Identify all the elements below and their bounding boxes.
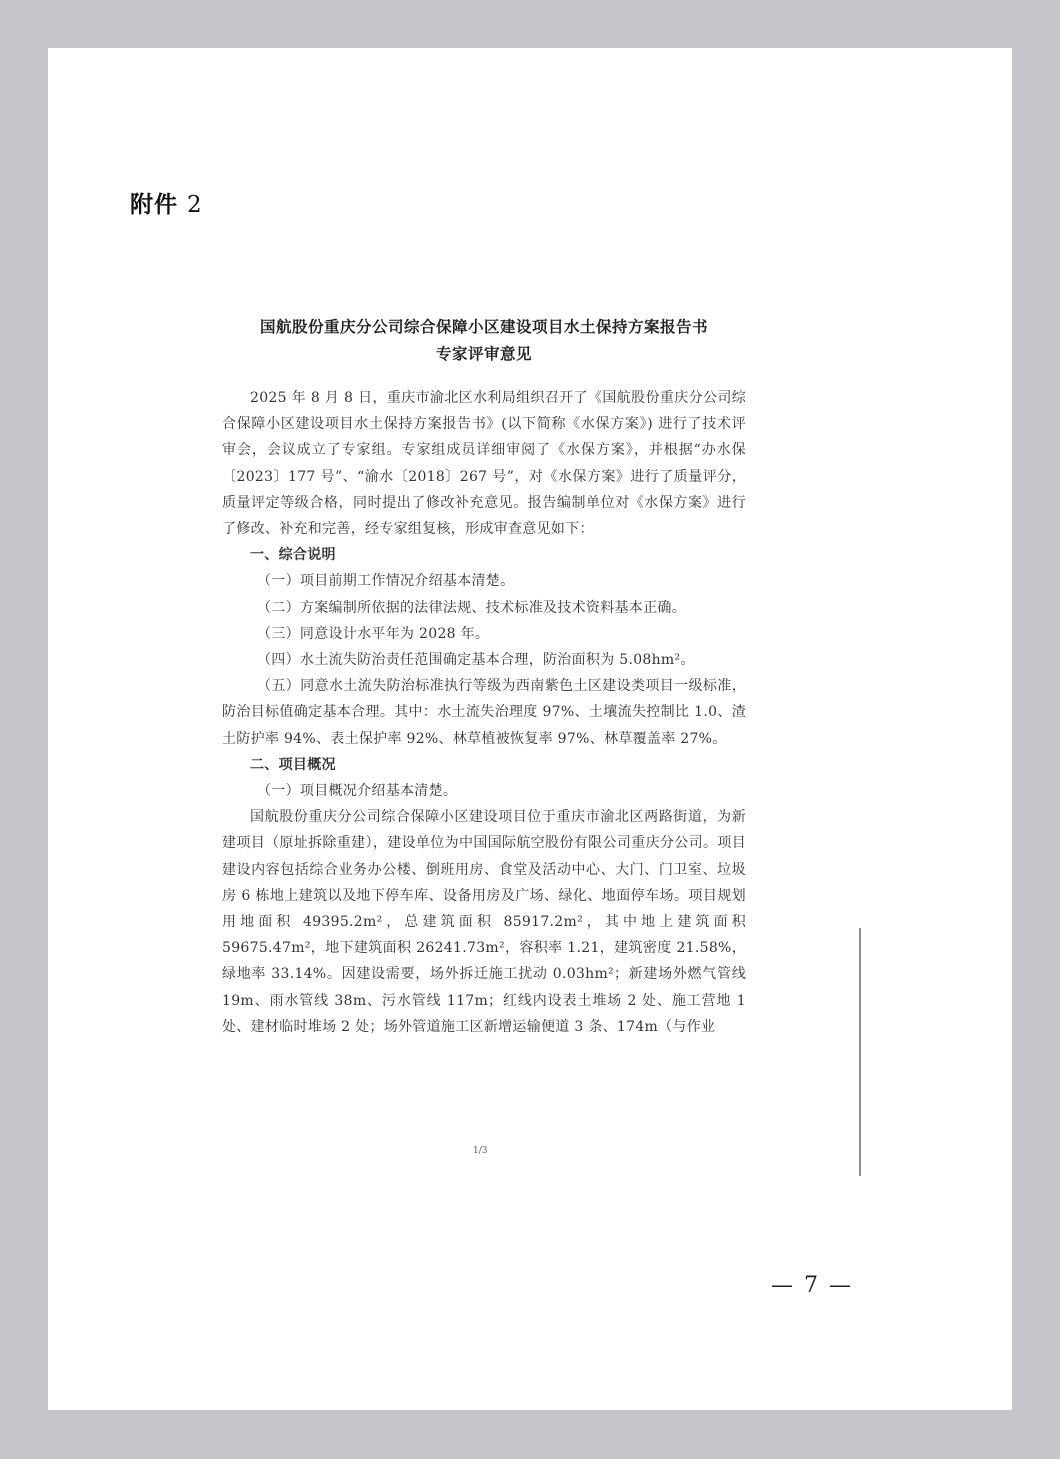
item-paragraph: （一）项目前期工作情况介绍基本清楚。 <box>257 573 515 590</box>
annex-number: 2 <box>187 192 203 218</box>
title-line-2: 专家评审意见 <box>435 345 532 363</box>
inner-page-number: 1/3 <box>473 1146 488 1156</box>
document-title <box>222 314 746 368</box>
title-line-1: 国航股份重庆分公司综合保障小区建设项目水土保持方案报告书 <box>259 318 708 336</box>
item-paragraph: （五）同意水土流失防治标准执行等级为西南紫色土区建设类项目一级标准，防治目标值确定基本合理。其中：水土流失治理度 97%、土壤流失控制比 1.0、渣土防护率 94%、表土保护率 92%、林草植被恢复率 97%、林草覆盖率 27%。 <box>222 678 746 747</box>
item-paragraph: （一）项目概况介绍基本清楚。 <box>257 783 458 800</box>
overview-paragraph: 国航股份重庆分公司综合保障小区建设项目位于重庆市渝北区两路街道，为新建项目（原址拆除重建），建设单位为中国国际航空股份有限公司重庆分公司。项目建设内容包括综合业务办公楼、倒班用房、食堂及活动中心、大门、门卫室、垃圾房 6 栋地上建筑以及地下停车库、设备用房及广场、绿化、地面停车场。项目规划用地面积 49395.2m²，总建筑面积 85917.2m²，其中地上建筑面积 59675.47m²，地下建筑面积 26241.73m²，容积率 1.21，建筑密度 21.58%，绿地率 33.14%。因建设需要，场外拆迁施工扰动 0.03hm²；新建场外燃气管线 19m、雨水管线 38m、污水管线 117m；红线内设表土堆场 2 处、施工营地 1 处、建材临时堆场 2 处；场外管道施工区新增运输便道 3 条、174m（与作业 <box>222 809 746 1035</box>
item-paragraph: （三）同意设计水平年为 2028 年。 <box>257 625 490 642</box>
annex-text: 附件 <box>130 192 178 218</box>
section-heading-1: 一、综合说明 <box>250 547 336 564</box>
section-heading-2: 二、项目概况 <box>250 756 336 773</box>
document-body <box>222 385 746 1040</box>
page-number: — 7 — <box>771 1273 853 1298</box>
annex-label <box>130 186 203 219</box>
item-paragraph: （四）水土流失防治责任范围确定基本合理，防治面积为 5.08hm²。 <box>257 652 695 669</box>
item-paragraph: （二）方案编制所依据的法律法规、技术标准及技术资料基本正确。 <box>257 599 686 616</box>
scan-edge-line <box>859 928 861 1176</box>
scanned-document <box>222 314 746 1040</box>
intro-paragraph: 2025 年 8 月 8 日，重庆市渝北区水利局组织召开了《国航股份重庆分公司综合保障小区建设项目水土保持方案报告书》(以下简称《水保方案》) 进行了技术评审会，会议成立了专家组。专家组成员详细审阅了《水保方案》，并根据“办水保〔2023〕177 号”、“渝水〔2018〕267 号”，对《水保方案》进行了质量评分，质量评定等级合格，同时提出了修改补充意见。报告编制单位对《水保方案》进行了修改、补充和完善，经专家组复核，形成审查意见如下： <box>222 390 746 538</box>
